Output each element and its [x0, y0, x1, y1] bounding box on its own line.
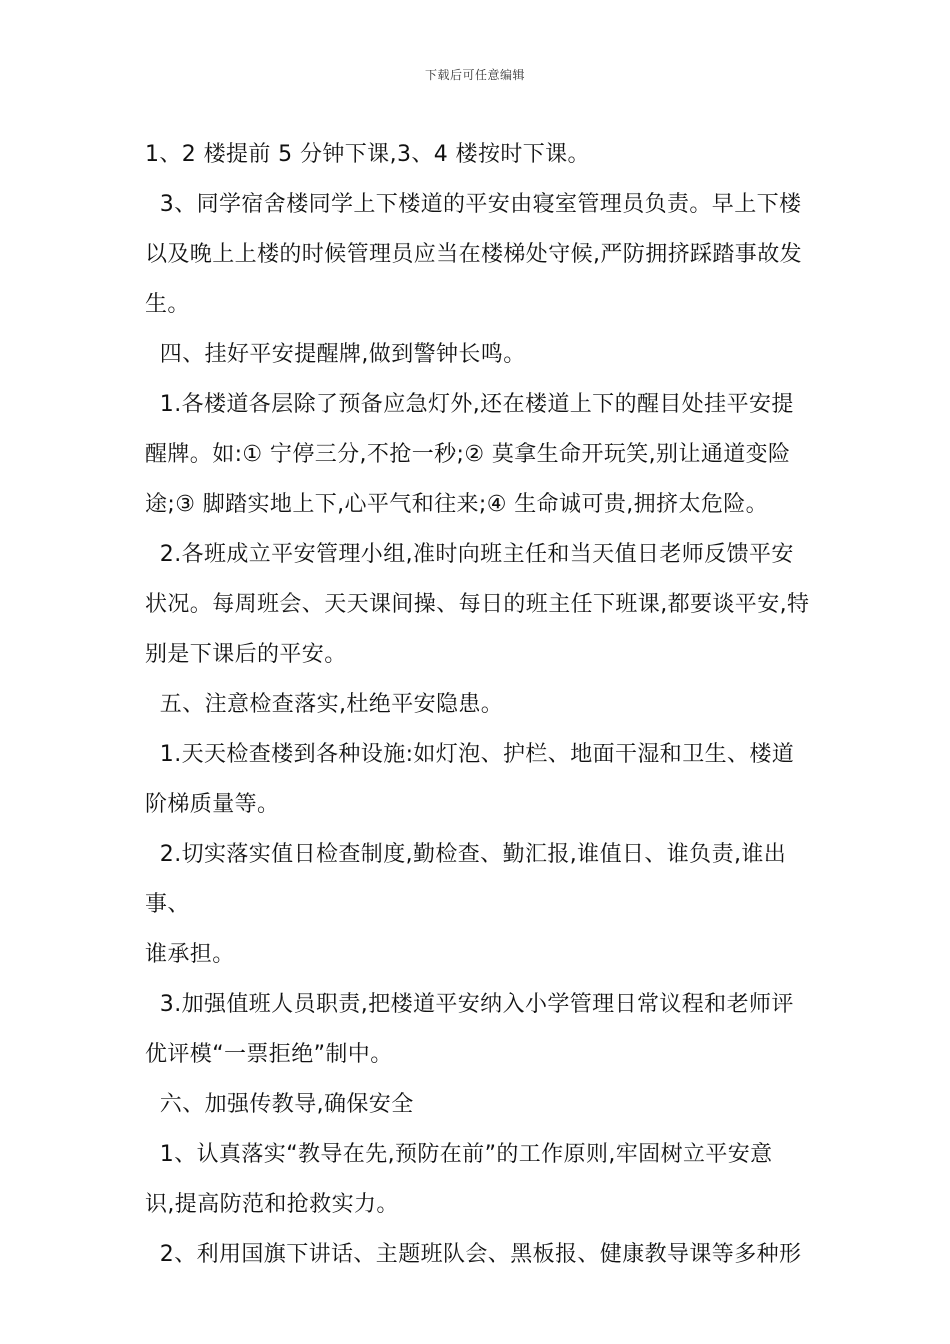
paragraph-line: 1、认真落实“教导在先,预防在前”的工作原则,牢固树立平安意 [145, 1142, 773, 1167]
paragraph-line: 状况。每周班会、天天课间操、每日的班主任下班课,都要谈平安,特 [145, 592, 810, 617]
paragraph-line: 1.各楼道各层除了预备应急灯外,还在楼道上下的醒目处挂平安提 [145, 392, 794, 417]
paragraph-line: 2.切实落实值日检查制度,勤检查、勤汇报,谁值日、谁负责,谁出事、 [145, 842, 787, 917]
paragraph-line: 优评模“一票拒绝”制中。 [145, 1042, 393, 1067]
paragraph-line: 阶梯质量等。 [145, 792, 280, 817]
paragraph-line: 3.加强值班人员职责,把楼道平安纳入小学管理日常议程和老师评 [145, 992, 794, 1017]
paragraph-line: 谁承担。 [145, 942, 235, 967]
paragraph-line: 途;③ 脚踏实地上下,心平气和往来;④ 生命诚可贵,拥挤太危险。 [145, 492, 769, 517]
paragraph-line: 2.各班成立平安管理小组,准时向班主任和当天值日老师反馈平安 [145, 542, 794, 567]
paragraph-line: 四、挂好平安提醒牌,做到警钟长鸣。 [145, 342, 526, 367]
paragraph-line: 六、加强传教导,确保安全 [145, 1092, 414, 1117]
paragraph-line: 别是下课后的平安。 [145, 642, 347, 667]
paragraph-line: 醒牌。如:① 宁停三分,不抢一秒;② 莫拿生命开玩笑,别让通道变险 [145, 442, 791, 467]
paragraph-line: 3、同学宿舍楼同学上下楼道的平安由寝室管理员负责。早上下楼 [145, 192, 802, 217]
page-header: 下载后可任意编辑 [424, 68, 525, 82]
paragraph-line: 2、利用国旗下讲话、主题班队会、黑板报、健康教导课等多种形 [145, 1242, 802, 1267]
document-body [145, 130, 810, 1280]
paragraph-line: 以及晚上上楼的时候管理员应当在楼梯处守候,严防拥挤踩踏事故发 [145, 242, 802, 267]
paragraph-line: 五、注意检查落实,杜绝平安隐患。 [145, 692, 504, 717]
paragraph-line: 识,提高防范和抢救实力。 [145, 1192, 399, 1217]
paragraph-line: 1.天天检查楼到各种设施:如灯泡、护栏、地面干湿和卫生、楼道 [145, 742, 795, 767]
paragraph-line: 生。 [145, 292, 190, 317]
paragraph-line: 1、2 楼提前 5 分钟下课,3、4 楼按时下课。 [145, 142, 590, 167]
